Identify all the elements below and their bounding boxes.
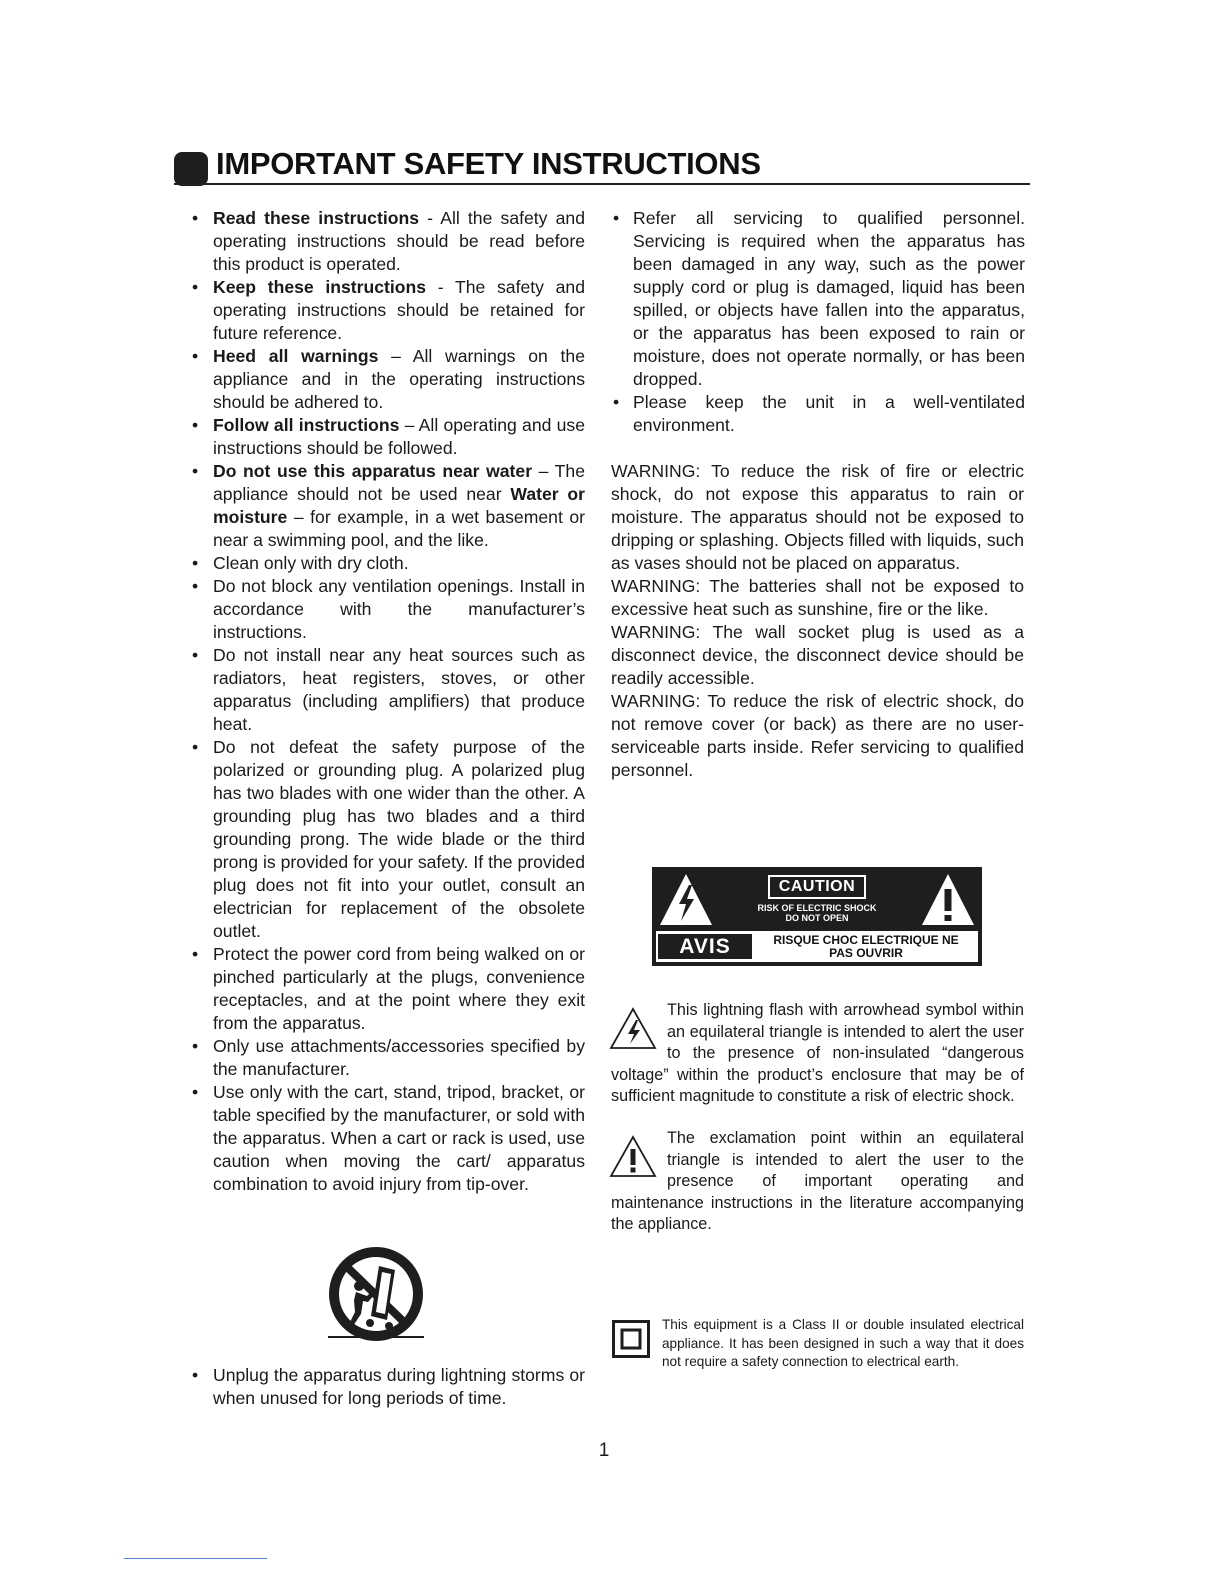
item-text: Do not block any ventilation openings. Install in accordance with the manufacturer’s instructions.	[213, 576, 585, 642]
item-bold: Keep these instructions	[213, 277, 427, 297]
caution-subtext-line: RISK OF ELECTRIC SHOCK	[757, 903, 877, 913]
lightning-explanation	[611, 1000, 1024, 1108]
cart-tipover-warning-icon	[323, 1244, 429, 1346]
item-text: Use only with the cart, stand, tripod, bracket, or table specified by the manufacturer, or sold with the apparatus. When a cart or rack is used, use caution when moving the cart/ apparatus combination to avoid injury from tip-over.	[213, 1082, 585, 1194]
item-bold: Read these instructions	[213, 208, 419, 228]
item-text: - All the safety and operating instructions should be read before this product is operated.	[213, 208, 585, 274]
symbol-text: The exclamation point within an equilateral triangle is intended to alert the user to the presence of important operating and maintenance instructions in the literature accompanying the appliance.	[611, 1129, 1024, 1233]
list-item	[213, 736, 585, 943]
lightning-triangle-icon	[658, 871, 714, 927]
list-item	[213, 1035, 585, 1081]
exclamation-triangle-outline-icon	[609, 1134, 657, 1178]
item-text: – All operating and use instructions should be followed.	[213, 415, 585, 458]
item-text: – for example, in a wet basement or near a swimming pool, and the like.	[213, 507, 585, 550]
avis-subtext-line: RISQUE CHOC ELECTRIQUE NE	[773, 933, 959, 947]
avis-subtext-line: PAS OUVRIR	[829, 946, 903, 960]
list-item	[213, 414, 585, 460]
warnings-block	[611, 460, 1024, 782]
item-text: Do not install near any heat sources such as radiators, heat registers, stoves, or other apparatus (including amplifiers) that produce heat.	[213, 645, 585, 734]
item-text: Unplug the apparatus during lightning storms or when unused for long periods of time.	[213, 1365, 585, 1408]
caution-label	[652, 867, 982, 966]
list-item	[213, 345, 585, 414]
item-text: - The safety and operating instructions should be retained for future reference.	[213, 277, 585, 343]
heading-marker	[174, 152, 208, 186]
right-instruction-list	[633, 207, 1025, 437]
page-title: IMPORTANT SAFETY INSTRUCTIONS	[216, 146, 761, 181]
exclamation-triangle-icon	[920, 871, 976, 927]
footer-line	[124, 1558, 267, 1559]
item-text: Clean only with dry cloth.	[213, 553, 409, 573]
item-bold: Follow all instructions	[213, 415, 400, 435]
heading-rule	[174, 183, 1030, 185]
warning-paragraph: WARNING: The wall socket plug is used as a disconnect device, the disconnect device should be readily accessible.	[611, 622, 1024, 688]
caution-subtext-line: DO NOT OPEN	[785, 913, 849, 923]
item-text: Only use attachments/accessories specified by the manufacturer.	[213, 1036, 585, 1079]
avis-subtext	[756, 934, 976, 960]
list-item	[213, 552, 585, 575]
list-item	[213, 276, 585, 345]
left-instruction-list	[213, 207, 585, 1196]
warning-paragraph: WARNING: The batteries shall not be exposed to excessive heat such as sunshine, fire or the like.	[611, 576, 1024, 619]
list-item	[213, 460, 585, 552]
list-item	[213, 943, 585, 1035]
caution-subtext	[732, 903, 902, 923]
exclamation-explanation	[611, 1128, 1024, 1236]
list-item	[213, 644, 585, 736]
list-item	[633, 391, 1025, 437]
list-item	[213, 1081, 585, 1196]
caution-top	[652, 867, 982, 931]
page-number: 1	[598, 1440, 610, 1461]
list-item	[633, 207, 1025, 391]
item-text: Refer all servicing to qualified personnel. Servicing is required when the apparatus has been damaged in any way, such as the power supply cord or plug is damaged, liquid has been spilled, or objects have fallen into the apparatus, or the apparatus has been exposed to rain or moisture, does not operate normally, or has been dropped.	[633, 208, 1025, 389]
item-text: – All warnings on the appliance and in the operating instructions should be adhered to.	[213, 346, 586, 412]
symbol-text: This lightning flash with arrowhead symbol within an equilateral triangle is intended to alert the user to the presence of non-insulated “dangerous voltage” within the product’s enclosure that may be of sufficient magnitude to constitute a risk of electric shock.	[611, 1001, 1024, 1105]
item-text: Protect the power cord from being walked on or pinched particularly at the plugs, convenience receptacles, and at the point where they exit from the apparatus.	[213, 944, 585, 1033]
warning-paragraph: WARNING: To reduce the risk of electric shock, do not remove cover (or back) as there are no user-serviceable parts inside. Refer servicing to qualified personnel.	[611, 691, 1024, 780]
list-item	[213, 207, 585, 276]
list-item	[213, 575, 585, 644]
left-bottom-list	[213, 1364, 585, 1410]
avis-word: AVIS	[658, 934, 752, 959]
class2-text: This equipment is a Class II or double insulated electrical appliance. It has been designed in such a way that it does not require a safety connection to electrical earth.	[662, 1317, 1024, 1369]
caution-word: CAUTION	[768, 875, 866, 899]
warning-paragraph: WARNING: To reduce the risk of fire or electric shock, do not expose this apparatus to rain or moisture. The apparatus should not be exposed to dripping or splashing. Objects filled with liquids, such as vases should not be placed on apparatus.	[611, 461, 1024, 573]
list-item	[213, 1364, 585, 1410]
item-bold: Heed all warnings	[213, 346, 379, 366]
item-text: Please keep the unit in a well-ventilated environment.	[633, 392, 1025, 435]
item-text: – The appliance should not be used near	[213, 461, 585, 504]
double-insulation-icon	[612, 1320, 650, 1358]
avis-strip	[656, 931, 978, 962]
item-bold: Water or moisture	[213, 484, 585, 527]
item-text: Do not defeat the safety purpose of the polarized or grounding plug. A polarized plug has two blades with one wider than the other. A grounding plug has two blades and a third grounding prong. The wide blade or the third prong is provided for your safety. If the provided plug does not fit into your outlet, consult an electrician for replacement of the obsolete outlet.	[213, 737, 585, 941]
lightning-triangle-outline-icon	[609, 1006, 657, 1050]
item-bold: Do not use this apparatus near water	[213, 461, 533, 481]
